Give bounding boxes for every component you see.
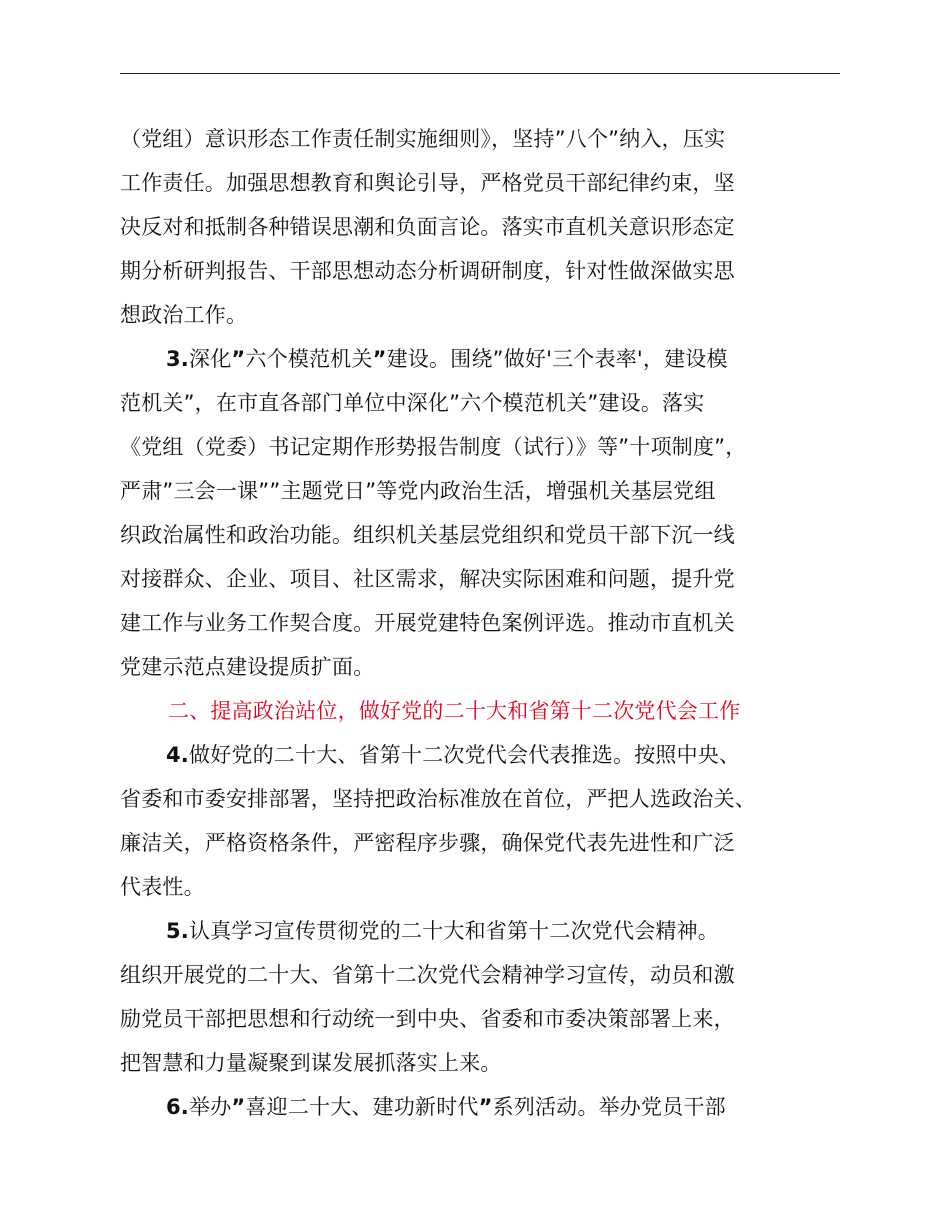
text-line: 范机关”，在市直各部门单位中深化”六个模范机关”建设。落实 <box>120 391 705 415</box>
text-line: 建工作与业务工作契合度。开展党建特色案例评选。推动市直机关 <box>120 611 735 635</box>
text-line: 期分析研判报告、干部思想动态分析调研制度，针对性做深做实思 <box>120 259 735 283</box>
quote-mark: ” <box>231 1095 246 1119</box>
quote-mark: ” <box>372 347 387 371</box>
text-line: 省委和市委安排部署，坚持把政治标准放在首位，严把人选政治关、 <box>120 787 756 811</box>
item-3-rest: 建设。围绕”做好'三个表率'，建设模 <box>386 347 728 371</box>
item-4-line <box>120 733 850 777</box>
text-line: 对接群众、企业、项目、社区需求，解决实际困难和问题，提升党 <box>120 567 735 591</box>
text-line: 想政治工作。 <box>120 303 248 327</box>
quote-mark: ” <box>231 347 246 371</box>
item-4-text: 做好党的二十大、省第十二次党代会代表推选。按照中央、 <box>189 743 741 767</box>
body-text <box>120 117 850 1129</box>
item-5-text: 认真学习宣传贯彻党的二十大和省第十二次党代会精神。 <box>189 919 719 943</box>
text-line: 组织开展党的二十大、省第十二次党代会精神学习宣传，动员和激 <box>120 963 735 987</box>
quote-mark: ” <box>478 1095 493 1119</box>
item-6-text: 系列活动。举办党员干部 <box>492 1095 726 1119</box>
text-line: 严肃”三会一课””主题党日”等党内政治生活，增强机关基层党组 <box>120 479 716 503</box>
text-line: 《党组（党委）书记定期作形势报告制度（试行）》等”十项制度”， <box>120 435 747 459</box>
item-6-lead: 举办 <box>189 1095 232 1119</box>
item-3-line <box>120 337 850 381</box>
section-heading: 二、提高政治站位，做好党的二十大和省第十二次党代会工作 <box>168 699 741 723</box>
item-3-title: 六个模范机关 <box>245 347 373 371</box>
item-number: 5. <box>166 919 189 943</box>
text-line: （党组）意识形态工作责任制实施细则》，坚持”八个”纳入，压实 <box>120 127 726 151</box>
item-6-line <box>120 1085 850 1129</box>
item-number: 6. <box>166 1095 189 1119</box>
text-line: 党建示范点建设提质扩面。 <box>120 655 375 679</box>
text-line: 代表性。 <box>120 875 205 899</box>
item-6-title: 喜迎二十大、建功新时代 <box>245 1095 479 1119</box>
item-3-lead: 深化 <box>189 347 232 371</box>
text-line: 织政治属性和政治功能。组织机关基层党组织和党员干部下沉一线 <box>120 523 735 547</box>
text-line: 廉洁关，严格资格条件，严密程序步骤，确保党代表先进性和广泛 <box>120 831 735 855</box>
text-line: 决反对和抵制各种错误思潮和负面言论。落实市直机关意识形态定 <box>120 215 735 239</box>
header-rule <box>120 73 840 74</box>
text-line: 把智慧和力量凝聚到谋发展抓落实上来。 <box>120 1051 502 1075</box>
item-number: 3. <box>166 347 189 371</box>
text-line: 工作责任。加强思想教育和舆论引导，严格党员干部纪律约束，坚 <box>120 171 735 195</box>
text-line: 励党员干部把思想和行动统一到中央、省委和市委决策部署上来， <box>120 1007 735 1031</box>
item-number: 4. <box>166 743 189 767</box>
item-5-line <box>120 909 850 953</box>
